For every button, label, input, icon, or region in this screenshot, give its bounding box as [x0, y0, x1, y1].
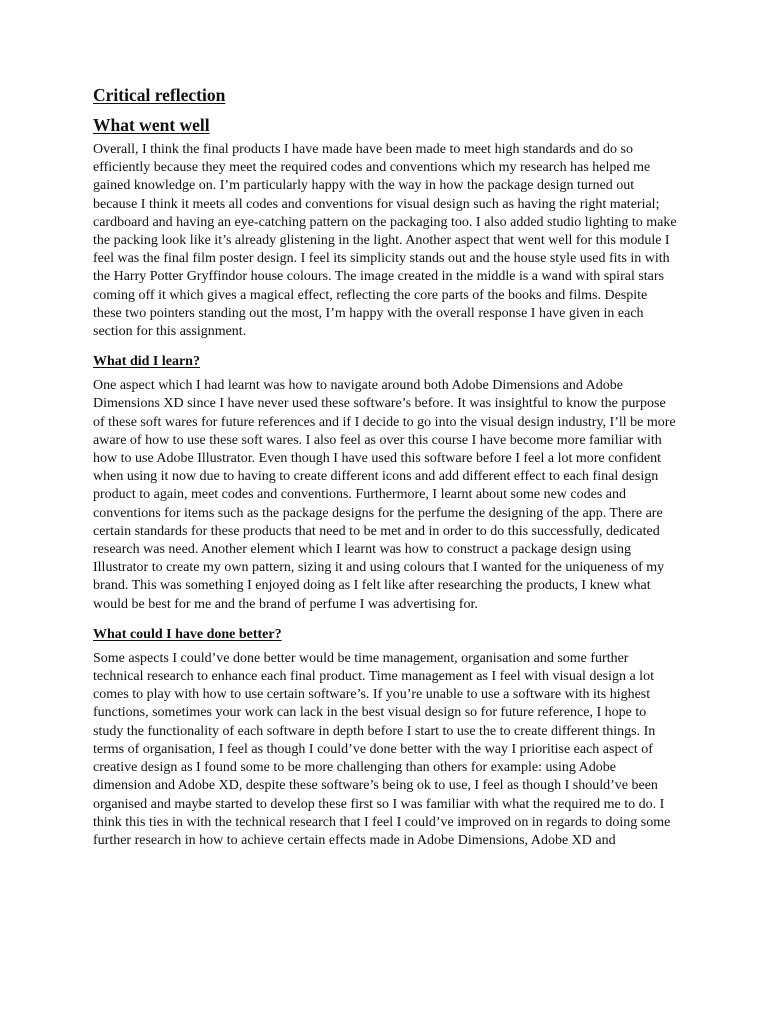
page-title: Critical reflection	[93, 85, 226, 105]
document-page	[93, 84, 677, 862]
section-heading-what-did-i-learn: What did I learn?	[93, 354, 200, 370]
section-heading-what-went-well: What went well	[93, 115, 210, 135]
section-heading-what-could-i-have-done-better: What could I have done better?	[93, 626, 282, 642]
paragraph-what-went-well: Overall, I think the final products I have made have been made to meet high standards and do so efficiently because they meet the required codes and conventions which my research has helped me gained knowledge on. I’m particularly happy with the way in how the package design turned out because I think it meets all codes and conventions for visual design such as having the right material; cardboard and having an eye-catching pattern on the packaging too. I also added studio lighting to make the packing look like it’s already glistening in the light. Another aspect that went well for this module I feel was the final film poster design. I feel its simplicity stands out and the house style used fits in with the Harry Potter Gryffindor house colours. The image created in the middle is a wand with spiral stars coming off it which gives a magical effect, reflecting the core parts of the books and films. Despite these two pointers standing out the most, I’m happy with the overall response I have given in each section for this assignment.	[93, 142, 677, 340]
paragraph-what-did-i-learn: One aspect which I had learnt was how to navigate around both Adobe Dimensions and Adobe Dimensions XD since I have never used these software’s before. It was insightful to know the purpose of these soft wares for future references and if I decide to go into the visual design industry, I’ll be more aware of how to use these soft wares. I also feel as over this course I have become more familiar with how to use Adobe Illustrator. Even though I have used this software before I feel a lot more confident when using it now due to having to create different icons and add different effect to each final design product to again, meet codes and conventions. Furthermore, I learnt about some new codes and conventions for items such as the package designs for the perfume the designing of the app. There are certain standards for these products that need to be met and in order to do this successfully, dedicated research was need. Another element which I learnt was how to construct a package design using Illustrator to create my own pattern, sizing it and using colours that I wanted for the uniqueness of my brand. This was something I enjoyed doing as I felt like after researching the products, I knew what would be best for me and the brand of perfume I was advertising for.	[93, 378, 676, 612]
paragraph-what-could-i-have-done-better: Some aspects I could’ve done better would be time management, organisation and some further technical research to enhance each final product. Time management as I feel with visual design a lot comes to play with how to use certain software’s. If you’re unable to use a software with its highest functions, sometimes your work can lack in the best visual design so for future reference, I hope to study the functionality of each software in depth before I start to use the to create different things. In terms of organisation, I feel as though I could’ve done better with the way I prioritise each aspect of creative design as I found some to be more challenging than others for example: using Adobe dimension and Adobe XD, despite these software’s being ok to use, I feel as though I should’ve been organised and maybe started to develop these first so I was familiar with what the required me to do. I think this ties in with the technical research that I feel I could’ve improved on in regards to doing some further research in how to achieve certain effects made in Adobe Dimensions, Adobe XD and	[93, 650, 671, 848]
